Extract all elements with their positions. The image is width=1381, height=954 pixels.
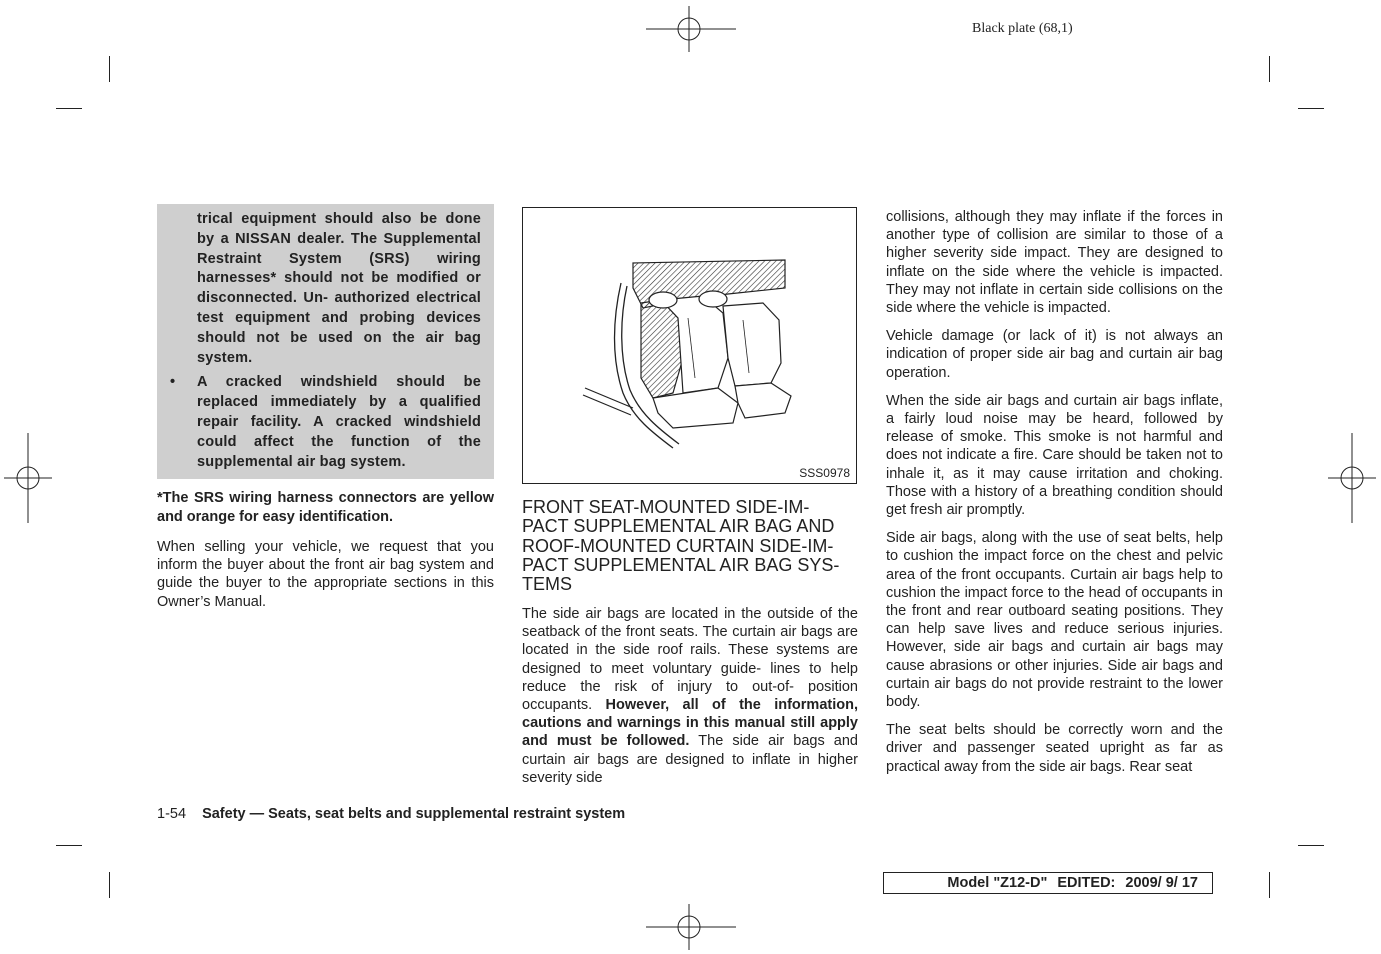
side-airbag-location-paragraph [522,605,858,797]
body-text-part2: The side air bags and curtain air bags are designed to inflate in higher severity side [522,733,858,786]
paragraph: When the side air bags and curtain air bags inflate, a fairly loud noise may be heard, followed by release of smoke. This smoke is not harmful and does not indicate a fire. Care should be taken not to inhale it, as it may cause irritation and choking. Those with a history of a breathing condition should get fresh air promptly. [886,392,1223,519]
section-heading: FRONT SEAT-MOUNTED SIDE-IM- PACT SUPPLEMENTAL AIR BAG AND ROOF-MOUNTED CURTAIN SIDE-IM- PACT SUPPLEMENTAL AIR BAG SYS- TEMS [522,497,840,595]
paragraph: collisions, although they may inflate if the forces in another type of collision are similar to those of a higher severity side impact. They are designed to inflate on the side where the vehicle is impacted. They may not inflate in certain side collisions on the side where the vehicle is impacted. [886,209,1223,317]
paragraph: Side air bags, along with the use of seat belts, help to cushion the impact force on the chest and pelvic area of the front occupants. Curtain air bags help to cushion the impact force to the head of occupants in the front and rear outboard seating positions. They can help save lives and reduce serious injuries. However, side air bags and curtain air bags may cause abrasions or other injuries. Side air bags and curtain air bags do not provide restraint to the lower body. [886,530,1223,711]
body-text-part1: The side air bags are located in the outside of the seatback of the front seats. The curtain air bags are located in the side roof rails. These systems are designed to meet voluntary guide- lines to help reduce the risk of injury to out-of- position occupants. [522,606,858,714]
seat-airbag-figure [522,207,857,484]
edited-label: EDITED: [1057,875,1116,891]
plate-label: Black plate (68,1) [972,21,1073,36]
registration-mark-right [1328,433,1376,523]
registration-mark-top [646,6,736,52]
warning-box [157,204,494,479]
warning-bullet-item [170,373,481,472]
column3-text [886,208,1223,786]
bullet-icon: • [170,374,176,391]
selling-vehicle-paragraph: When selling your vehicle, we request that you inform the buyer about the front air bag system and guide the buyer to the appropriate sections in this Owner’s Manual. [157,539,494,610]
page-footer [157,806,625,822]
srs-connector-note: *The SRS wiring harness connectors are yellow and orange for easy identification. [157,490,494,525]
model-label: Model [947,875,990,891]
model-code: "Z12-D" [993,875,1048,891]
seat-illustration [523,208,856,483]
edited-date: 2009/ 9/ 17 [1125,875,1198,891]
page-number: 1-54 [157,806,187,822]
body-text-bold: However, all of the information, cautions and warnings in this manual still apply and must be followed. [522,697,858,750]
figure-code: SSS0978 [799,466,850,480]
warning-bullet-text: A cracked windshield should be replaced immediately by a qualified repair facility. A cracked windshield could affect the function of the supplemental air bag system. [197,374,481,470]
model-edit-box [883,872,1213,894]
section-title: Safety — Seats, seat belts and supplemental restraint system [202,806,626,822]
paragraph: Vehicle damage (or lack of it) is not always an indication of proper side air bag and curtain air bag operation. [886,328,1223,381]
registration-mark-bottom [646,904,736,950]
paragraph: The seat belts should be correctly worn and the driver and passenger seated upright as far as practical away from the side air bags. Rear seat [886,722,1223,775]
registration-mark-left [4,433,52,523]
warning-continued-text: trical equipment should also be done by a NISSAN dealer. The Supplemental Restraint System (SRS) wiring harnesses* should not be modified or disconnected. Un- authorized electrical test equipment and probing devices should not be used on the air bag system. [197,211,481,366]
